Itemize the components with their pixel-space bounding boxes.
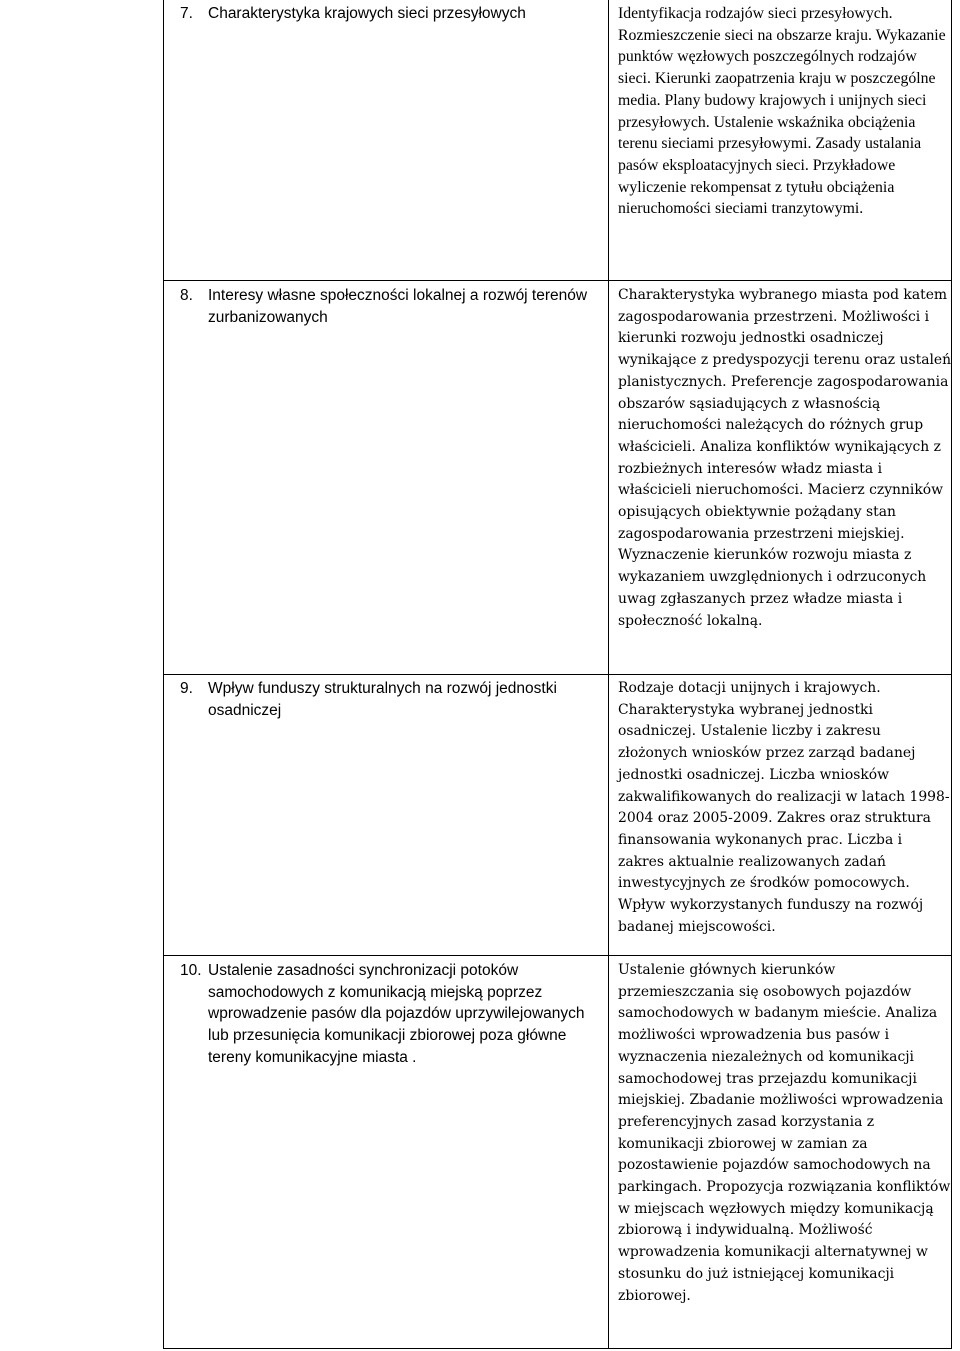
topic-title: Charakterystyka krajowych sieci przesyłowych — [208, 5, 526, 22]
table-row — [164, 675, 951, 956]
table-row — [164, 281, 951, 675]
table-row — [164, 0, 951, 281]
column-divider — [608, 675, 609, 955]
topics-table — [163, 0, 952, 1349]
table-row — [164, 956, 951, 1348]
row-number: 7. — [180, 5, 193, 22]
row-number: 10. — [180, 962, 202, 979]
description-cell: Identyfikacja rodzajów sieci przesyłowych. Rozmieszczenie sieci na obszarze kraju. Wykazanie punktów węzłowych poszczególnych rodzajów sieci. Kierunki zaopatrzenia kraju w poszczególne media. Plany budowy krajowych i unijnych sieci przesyłowych. Ustalenie wskaźnika obciążenia terenu sieciami przesyłowymi. Zasady ustalania pasów eksploatacyjnych sieci. Przykładowe wyliczenie rekompensat z tytułu obciążenia nieruchomości sieciami tranzytowymi. — [618, 5, 946, 218]
topic-title: Interesy własne społeczności lokalnej a rozwój terenów zurbanizowanych — [208, 287, 588, 326]
row-number: 8. — [180, 287, 193, 304]
topic-title: Ustalenie zasadności synchronizacji potoków samochodowych z komunikacją miejską poprzez wprowadzenie pasów dla pojazdów uprzywilejowanych lub przesunięcia komunikacji zbiorowej poza główne tereny komunikacyjne miasta . — [208, 962, 585, 1066]
row-number: 9. — [180, 680, 193, 697]
column-divider — [608, 281, 609, 674]
description-cell: Ustalenie głównych kierunków przemieszczania się osobowych pojazdów samochodowych w badanym mieście. Analiza możliwości wprowadzenia bus pasów i wyznaczenia niezależnych od komunikacji samochodowej tras przejazdu komunikacji miejskiej. Zbadanie możliwości wprowadzenia preferencyjnych zasad korzystania z komunikacji zbiorowej w zamian za pozostawienie pojazdów samochodowych na parkingach. Propozycja rozwiązania konfliktów w miejscach węzłowych między komunikacją zbiorową i indywidualną. Możliwość wprowadzenia komunikacji alternatywnej w stosunku do już istniejącej komunikacji zbiorowej. — [618, 962, 951, 1304]
description-cell: Rodzaje dotacji unijnych i krajowych. Charakterystyka wybranej jednostki osadniczej. Ustalenie liczby i zakresu złożonych wniosków przez zarząd badanej jednostki osadniczej. Liczba wniosków zakwalifikowanych do realizacji w latach 1998-2004 oraz 2005-2009. Zakres oraz struktura finansowania wykonanych prac. Liczba i zakres aktualnie realizowanych zadań inwestycyjnych ze środków pomocowych. Wpływ wykorzystanych funduszy na rozwój badanej miejscowości. — [618, 680, 950, 935]
topic-title: Wpływ funduszy strukturalnych na rozwój jednostki osadniczej — [208, 680, 557, 719]
column-divider — [608, 0, 609, 280]
column-divider — [608, 956, 609, 1348]
description-cell: Charakterystyka wybranego miasta pod katem zagospodarowania przestrzeni. Możliwości i kierunki rozwoju jednostki osadniczej wynikające z predyspozycji terenu oraz ustaleń planistycznych. Preferencje zagospodarowania obszarów sąsiadujących z własnością nieruchomości należących do różnych grup właścicieli. Analiza konfliktów wynikających z rozbieżnych interesów władz miasta i właścicieli nieruchomości. Macierz czynników opisujących obiektywnie pożądany stan zagospodarowania przestrzeni miejskiej. Wyznaczenie kierunków rozwoju miasta z wykazaniem uwzględnionych i odrzuconych uwag zgłaszanych przez władze miasta i społeczność lokalną. — [618, 287, 952, 629]
